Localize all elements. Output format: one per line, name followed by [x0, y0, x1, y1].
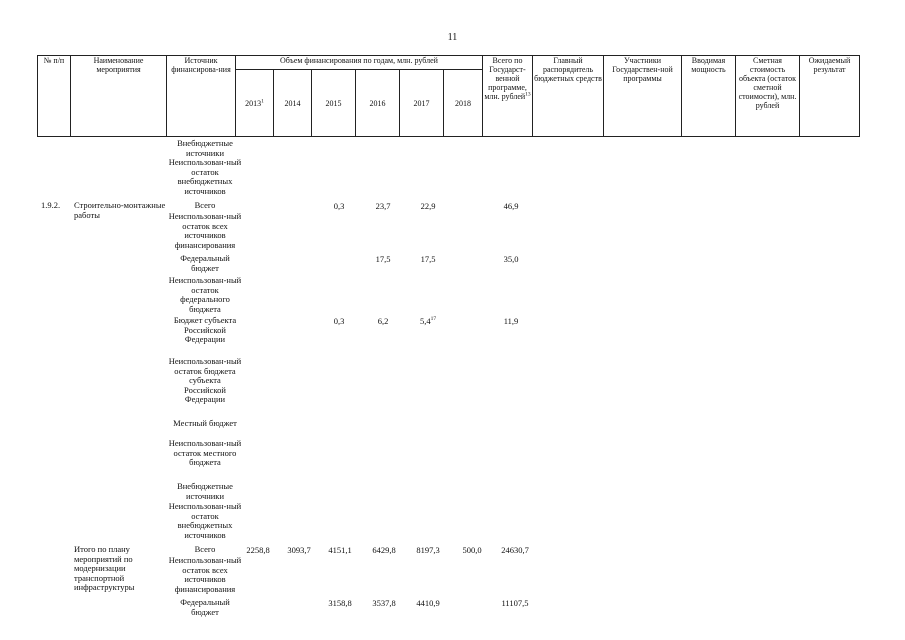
header-expected-result: Ожидаемый результат — [800, 56, 860, 137]
item-192-total-2017: 22,9 — [420, 201, 436, 211]
header-year-2018: 2018 — [444, 70, 483, 137]
item-192-source-local: Местный бюджет — [173, 418, 237, 428]
summary-total-2014: 3093,7 — [287, 545, 311, 555]
header-estimated-cost: Сметная стоимость объекта (остаток сметной стоимости), млн. рублей — [736, 56, 800, 137]
header-volume: Объем финансирования по годам, млн. рублей — [236, 56, 483, 70]
item-192-source-total: Всего — [194, 200, 216, 210]
item-192-name: Строительно-монтажные работы — [74, 200, 166, 220]
item-192-federal-2016: 17,5 — [375, 254, 391, 264]
item-192-total-2016: 23,7 — [375, 201, 391, 211]
item-192-federal-total: 35,0 — [503, 254, 519, 264]
item-192-source-unused-local: Неиспользован-ный остаток местного бюджета — [168, 438, 242, 468]
item-192-subject-2015: 0,3 — [333, 316, 345, 326]
table-header — [37, 55, 860, 137]
header-total: Всего по Государст-венной программе, млн. рублей$^{13}$ — [483, 56, 533, 137]
header-year-2014: 2014 — [274, 70, 312, 137]
item-192-total-2015: 0,3 — [333, 201, 345, 211]
item-192-federal-2017: 17,5 — [420, 254, 436, 264]
header-year-2016: 2016 — [356, 70, 400, 137]
source-extrabudget-top: Внебюджетные источники — [177, 138, 233, 158]
header-year-2015: 2015 — [312, 70, 356, 137]
item-192-subject-2016: 6,2 — [377, 316, 389, 326]
header-main-manager: Главный распорядитель бюджетных средств — [533, 56, 604, 137]
item-192-source-unused-federal: Неиспользован-ный остаток федерального бюджета — [168, 275, 242, 314]
page-number: 11 — [447, 32, 458, 43]
header-year-2013: 2013$^1$ — [236, 70, 274, 137]
item-192-subject-total: 11,9 — [503, 316, 519, 326]
header-source: Источник финансирова-ния — [167, 56, 236, 137]
item-192-total-all: 46,9 — [503, 201, 519, 211]
summary-federal-2015: 3158,8 — [328, 598, 352, 608]
summary-total-2016: 6429,8 — [372, 545, 396, 555]
item-192-source-unused-all: Неиспользован-ный остаток всех источников финансирования — [168, 211, 242, 250]
item-192-source-unused-subject: Неиспользован-ный остаток бюджета субъекта Российской Федерации — [168, 356, 242, 405]
header-capacity: Вводимая мощность — [682, 56, 736, 137]
item-192-source-extrabudget: Внебюджетные источники — [177, 481, 233, 501]
item-192-source-federal: Федеральный бюджет — [180, 253, 230, 273]
header-participants: Участники Государствен-ной программы — [604, 56, 682, 137]
summary-source-total: Всего — [194, 544, 216, 554]
item-192-source-unused-extrabudget: Неиспользован-ный остаток внебюджетных источников — [168, 501, 242, 540]
summary-total-2015: 4151,1 — [328, 545, 352, 555]
item-192-num: 1.9.2. — [41, 200, 61, 210]
summary-source-federal: Федеральный бюджет — [180, 597, 230, 617]
summary-source-unused-all: Неиспользован-ный остаток всех источников финансирования — [168, 555, 242, 594]
source-extrabudget-unused-top: Неиспользован-ный остаток внебюджетных источников — [168, 157, 242, 196]
item-192-source-subject: Бюджет субъекта Российской Федерации — [173, 315, 237, 345]
summary-federal-total: 11107,5 — [501, 598, 529, 608]
header-num: № п/п — [38, 56, 71, 137]
summary-federal-2016: 3537,8 — [372, 598, 396, 608]
header-year-2017: 2017 — [400, 70, 444, 137]
summary-total-2013: 2258,8 — [246, 545, 270, 555]
header-name: Наименование мероприятия — [71, 56, 167, 137]
item-192-subject-2017: $5,4^{17}$ — [419, 316, 437, 326]
summary-name: Итого по плану мероприятий по модернизации транспортной инфраструктуры — [74, 544, 135, 593]
summary-federal-2017: 4410,9 — [416, 598, 440, 608]
summary-total-2017: 8197,3 — [416, 545, 440, 555]
summary-total-all: 24630,7 — [501, 545, 529, 555]
summary-total-2018: 500,0 — [462, 545, 482, 555]
